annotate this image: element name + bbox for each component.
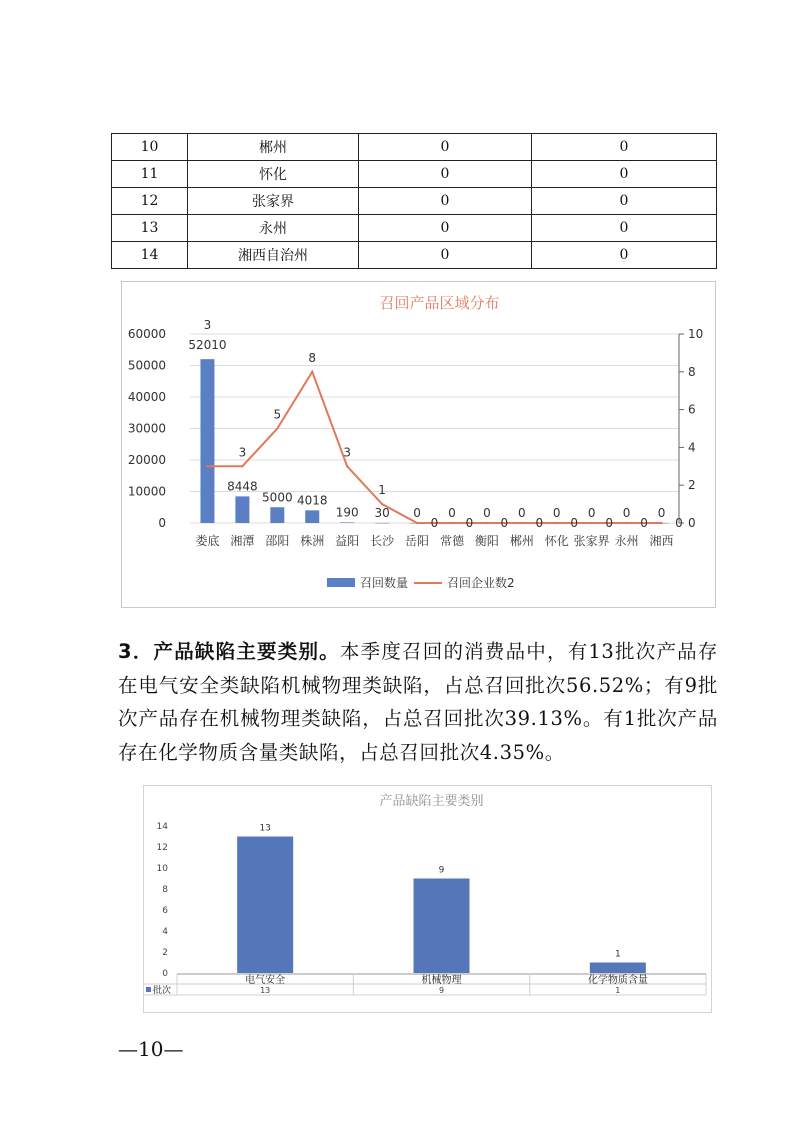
region-cell: 怀化 bbox=[188, 161, 359, 188]
line-data-label: 8 bbox=[308, 350, 317, 365]
value-cell: 0 bbox=[532, 161, 717, 188]
bar bbox=[237, 837, 293, 974]
page-number: —10— bbox=[118, 1037, 184, 1061]
category-label: 电气安全 bbox=[245, 975, 286, 986]
line-data-label: 0 bbox=[500, 516, 509, 530]
line-data-label: 0 bbox=[570, 516, 579, 530]
line-point bbox=[206, 465, 208, 467]
category-label: 机械物理 bbox=[421, 975, 462, 986]
bar-data-label: 190 bbox=[335, 505, 359, 520]
value-cell: 0 bbox=[359, 188, 532, 215]
bar bbox=[235, 496, 249, 523]
bar-data-label: 0 bbox=[413, 506, 421, 520]
row-number-cell: 11 bbox=[112, 161, 188, 188]
bar bbox=[305, 510, 319, 523]
region-cell: 湘西自治州 bbox=[188, 242, 359, 269]
bar-data-label: 8448 bbox=[227, 479, 258, 494]
table-value: 9 bbox=[438, 986, 445, 995]
value-cell: 0 bbox=[532, 188, 717, 215]
bar-data-label: 5000 bbox=[262, 490, 293, 505]
bar-data-label: 0 bbox=[448, 506, 456, 520]
line-data-label: 0 bbox=[465, 516, 474, 530]
value-cell: 0 bbox=[532, 215, 717, 242]
x-tick-label: 岳阳 bbox=[405, 534, 430, 548]
x-tick-label: 怀化 bbox=[544, 534, 569, 548]
bar-data-label: 9 bbox=[438, 865, 445, 876]
recall-region-chart bbox=[121, 281, 716, 608]
x-tick-label: 邵阳 bbox=[265, 534, 290, 548]
row-number-cell: 13 bbox=[112, 215, 188, 242]
bar-data-label: 52010 bbox=[188, 338, 227, 353]
bar-data-label: 30 bbox=[374, 505, 390, 520]
region-cell: 永州 bbox=[188, 215, 359, 242]
defect-category-paragraph bbox=[118, 635, 718, 769]
y2-tick-label: 8 bbox=[688, 364, 696, 379]
bar bbox=[200, 359, 214, 523]
line-data-label: 0 bbox=[675, 516, 683, 530]
row-number-cell: 10 bbox=[112, 134, 188, 161]
line-data-label: 3 bbox=[343, 445, 351, 460]
bar-data-label: 13 bbox=[259, 823, 271, 834]
legend-swatch bbox=[146, 987, 151, 992]
y-tick-label: 30000 bbox=[127, 421, 166, 436]
row-number-cell: 12 bbox=[112, 188, 188, 215]
bar-data-label: 1 bbox=[614, 949, 621, 960]
y-tick-label: 10 bbox=[156, 864, 168, 874]
y-tick-label: 14 bbox=[156, 822, 168, 832]
x-tick-label: 长沙 bbox=[370, 534, 395, 548]
bar bbox=[340, 522, 354, 523]
line-point bbox=[486, 522, 488, 524]
line-data-label: 0 bbox=[535, 516, 544, 530]
value-cell: 0 bbox=[359, 242, 532, 269]
bar-data-label: 0 bbox=[657, 506, 666, 520]
y2-tick-label: 0 bbox=[688, 516, 696, 530]
x-tick-label: 郴州 bbox=[509, 534, 534, 548]
y2-tick-label: 2 bbox=[688, 478, 696, 493]
line-point bbox=[311, 371, 313, 373]
bar-data-label: 0 bbox=[622, 506, 631, 520]
x-tick-label: 永州 bbox=[614, 534, 639, 548]
y-tick-label: 6 bbox=[162, 906, 168, 916]
line-data-label: 3 bbox=[238, 445, 247, 460]
region-table bbox=[111, 133, 717, 269]
region-cell: 郴州 bbox=[188, 134, 359, 161]
table-value: 1 bbox=[615, 986, 621, 995]
legend-bar-label: 召回数量 bbox=[360, 576, 409, 590]
x-tick-label: 湘西 bbox=[649, 534, 674, 548]
y-tick-label: 40000 bbox=[127, 390, 166, 404]
table-row bbox=[112, 242, 717, 269]
y-tick-label: 0 bbox=[158, 516, 166, 530]
x-tick-label: 株洲 bbox=[300, 534, 325, 548]
value-cell: 0 bbox=[532, 134, 717, 161]
value-cell: 0 bbox=[359, 161, 532, 188]
value-cell: 0 bbox=[532, 242, 717, 269]
line-point bbox=[625, 522, 627, 524]
line-data-label: 0 bbox=[605, 516, 613, 530]
x-tick-label: 娄底 bbox=[195, 534, 220, 548]
line-point bbox=[521, 522, 523, 524]
y-tick-label: 50000 bbox=[127, 358, 166, 373]
bar bbox=[414, 879, 470, 974]
line-point bbox=[451, 522, 453, 524]
line-point bbox=[590, 522, 592, 524]
line-point bbox=[346, 465, 348, 467]
defect-category-chart bbox=[143, 785, 712, 1013]
region-cell: 张家界 bbox=[188, 188, 359, 215]
y-tick-label: 60000 bbox=[127, 327, 166, 341]
table-row bbox=[112, 161, 717, 188]
line-data-label: 5 bbox=[273, 407, 282, 422]
y-tick-label: 2 bbox=[162, 948, 168, 958]
y-tick-label: 8 bbox=[162, 885, 168, 895]
x-tick-label: 张家界 bbox=[573, 534, 610, 548]
line-point bbox=[276, 427, 278, 429]
line-point bbox=[241, 465, 243, 467]
table-value: 13 bbox=[260, 986, 271, 995]
table-row bbox=[112, 215, 717, 242]
table-row bbox=[112, 134, 717, 161]
legend-bar-swatch bbox=[327, 578, 355, 587]
bar bbox=[270, 507, 284, 523]
line-data-label: 3 bbox=[203, 318, 212, 333]
x-tick-label: 衡阳 bbox=[474, 534, 499, 548]
value-cell: 0 bbox=[359, 134, 532, 161]
y-tick-label: 10000 bbox=[127, 484, 166, 499]
line-point bbox=[660, 522, 662, 524]
y2-tick-label: 4 bbox=[688, 440, 696, 455]
line-data-label: 0 bbox=[430, 516, 439, 530]
legend-line-label: 召回企业数2 bbox=[447, 576, 515, 590]
legend-label: 批次 bbox=[153, 986, 172, 996]
y2-tick-label: 10 bbox=[688, 327, 704, 341]
line-data-label: 1 bbox=[378, 483, 386, 498]
paragraph-body: 本季度召回的消费品中，有13批次产品存在电气安全类缺陷机械物理类缺陷，占总召回批次56.52%；有9批次产品存在机械物理类缺陷，占总召回批次39.13%。有1批次产品存在化学物质含量类缺陷，占总召回批次4.35%。 bbox=[118, 640, 718, 764]
bar bbox=[375, 523, 389, 524]
category-label: 化学物质含量 bbox=[587, 975, 648, 986]
line-point bbox=[416, 522, 418, 524]
line-data-label: 0 bbox=[640, 516, 648, 530]
chart-title: 产品缺陷主要类别 bbox=[379, 794, 484, 809]
table-row bbox=[112, 188, 717, 215]
line-point bbox=[556, 522, 558, 524]
bar-data-label: 0 bbox=[518, 506, 526, 520]
bar-data-label: 0 bbox=[483, 506, 491, 520]
y-tick-label: 12 bbox=[156, 843, 168, 853]
row-number-cell: 14 bbox=[112, 242, 188, 269]
bar-data-label: 0 bbox=[587, 506, 596, 520]
bar-data-label: 0 bbox=[552, 506, 561, 520]
x-tick-label: 湘潭 bbox=[230, 534, 255, 548]
bar-data-label: 4018 bbox=[296, 493, 328, 508]
y-tick-label: 4 bbox=[162, 927, 168, 937]
value-cell: 0 bbox=[359, 215, 532, 242]
y2-tick-label: 6 bbox=[688, 402, 696, 417]
x-tick-label: 益阳 bbox=[335, 534, 360, 548]
paragraph-lead: 3．产品缺陷主要类别。 bbox=[118, 640, 340, 663]
bar bbox=[590, 963, 646, 974]
y-tick-label: 0 bbox=[162, 969, 168, 979]
y-tick-label: 20000 bbox=[127, 453, 166, 467]
chart-title: 召回产品区域分布 bbox=[379, 294, 500, 312]
x-tick-label: 常德 bbox=[439, 534, 464, 548]
